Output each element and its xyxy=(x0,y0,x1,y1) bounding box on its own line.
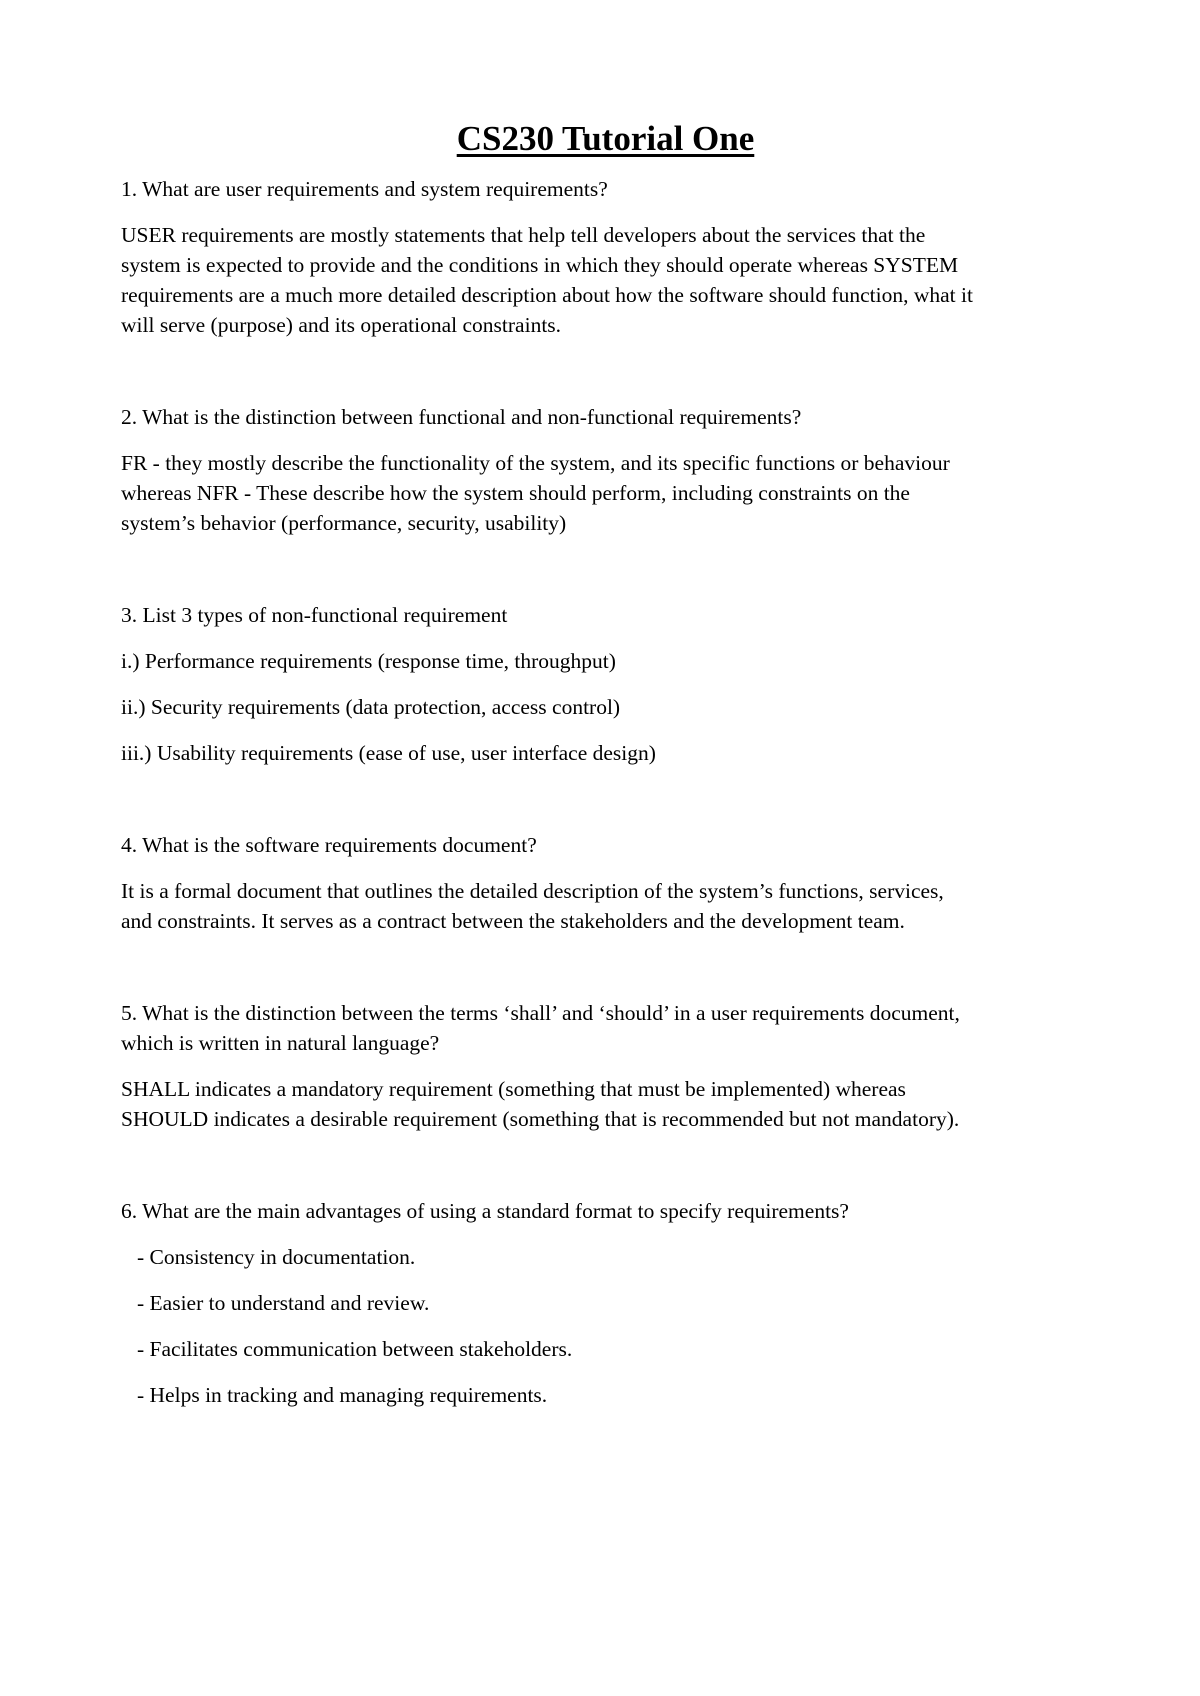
qa-section-6 xyxy=(121,1196,1084,1410)
answer-2-line-1: FR - they mostly describe the functionality of the system, and its specific functions or behaviour xyxy=(121,451,950,475)
question-6: 6. What are the main advantages of using a standard format to specify requirements? xyxy=(121,1199,849,1223)
answer-2-line-3: system’s behavior (performance, security, usability) xyxy=(121,511,567,535)
section-spacer xyxy=(121,936,1084,998)
question-5 xyxy=(121,998,1084,1058)
list-item-6-1: - Consistency in documentation. xyxy=(137,1245,416,1269)
question-5-line-2: which is written in natural language? xyxy=(121,1031,440,1055)
answer-1 xyxy=(121,220,1084,340)
answer-2-line-2: whereas NFR - These describe how the system should perform, including constraints on the xyxy=(121,481,910,505)
list-item-6-4: - Helps in tracking and managing requirements. xyxy=(137,1383,548,1407)
section-spacer xyxy=(121,1134,1084,1196)
answer-5-line-2: SHOULD indicates a desirable requirement (something that is recommended but not mandatory). xyxy=(121,1107,960,1131)
question-2: 2. What is the distinction between functional and non-functional requirements? xyxy=(121,405,802,429)
list-item-3-2: ii.) Security requirements (data protection, access control) xyxy=(121,695,621,719)
qa-section-2 xyxy=(121,402,1084,538)
section-spacer xyxy=(121,768,1084,830)
list-item-3-3: iii.) Usability requirements (ease of use, user interface design) xyxy=(121,741,656,765)
question-3: 3. List 3 types of non-functional requirement xyxy=(121,603,508,627)
answer-2 xyxy=(121,448,1084,538)
qa-section-4 xyxy=(121,830,1084,936)
answer-1-line-4: will serve (purpose) and its operational constraints. xyxy=(121,313,562,337)
answer-1-line-2: system is expected to provide and the conditions in which they should operate whereas SYSTEM xyxy=(121,253,959,277)
question-4: 4. What is the software requirements document? xyxy=(121,833,537,857)
answer-4-line-2: and constraints. It serves as a contract between the stakeholders and the development team. xyxy=(121,909,905,933)
section-spacer xyxy=(121,538,1084,600)
section-spacer xyxy=(121,340,1084,402)
answer-4 xyxy=(121,876,1084,936)
answer-5-line-1: SHALL indicates a mandatory requirement (something that must be implemented) whereas xyxy=(121,1077,906,1101)
qa-section-3 xyxy=(121,600,1084,768)
document-title: CS230 Tutorial One xyxy=(456,119,755,158)
list-item-6-3: - Facilitates communication between stakeholders. xyxy=(137,1337,573,1361)
answer-5 xyxy=(121,1074,1084,1134)
answer-1-line-1: USER requirements are mostly statements that help tell developers about the services that the xyxy=(121,223,926,247)
qa-section-1 xyxy=(121,174,1084,340)
list-item-6-2: - Easier to understand and review. xyxy=(137,1291,430,1315)
question-5-line-1: 5. What is the distinction between the terms ‘shall’ and ‘should’ in a user requirements document, xyxy=(121,1001,960,1025)
list-item-3-1: i.) Performance requirements (response time, throughput) xyxy=(121,649,616,673)
question-1: 1. What are user requirements and system requirements? xyxy=(121,177,608,201)
qa-section-5 xyxy=(121,998,1084,1134)
answer-4-line-1: It is a formal document that outlines the detailed description of the system’s functions, services, xyxy=(121,879,944,903)
answer-1-line-3: requirements are a much more detailed description about how the software should function, what it xyxy=(121,283,973,307)
